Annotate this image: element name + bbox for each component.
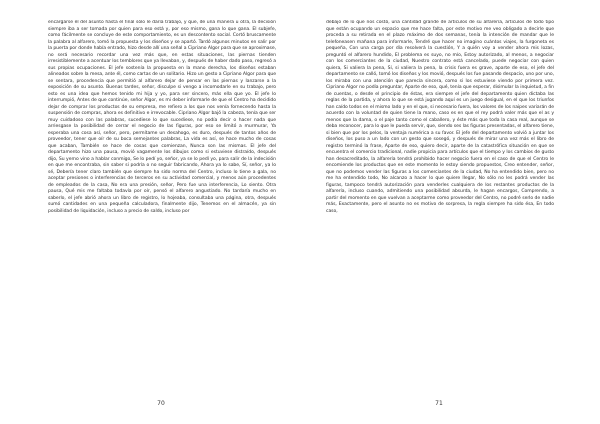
right-page-paragraph: debajo de lo que nos costó, una cantidad grande de artículos de su alfarería, artículos de todo tipo que están ocupando un espacio que me hace falta, por este motivo me veo obligado a decirle que proceda a su retirada en el plazo máximo de dos semanas, tenía la intención de mandar que le telefoneasen mañana para informarle, Tendré que hacer no imagino cuántos viajes, la furgoneta es pequeña, Con una carga por día resolverá la cuestión, Y a quién voy a vender ahora mis lozas, preguntó el alfarero hundido, El problema es suyo, no mío, Estoy autorizado, al menos, a negociar con los comerciantes de la ciudad, Nuestro contrato está cancelado, puede negociar con quien quiera, Si valiera la pena, Sí, si valiera la pena, la crisis fuera es grave, aparte de eso, el jefe del departamento se calló, tomó los diseños y los movió, después los fue pasando despacio, uno por uno, los miraba con una atención que parecía sincera, como si los estuviese viendo por primera vez. Cipriano Algor no podía preguntar, Aparte de eso, qué, tenía que esperar, disimular la inquietud, a fin de cuentas, o desde el principio de éstas, era siempre el jefe del departamento quien dictaba las reglas de la partida, y ahora lo que se está jugando aquí es un juego desigual, en el que los triunfos han caído todos en el mismo lado y en el que, si necesario fuera, los valores de los naipes variarán de acuerdo con la voluntad de quien tiene la mano, caso es en que el rey podrá valer más que el as y menos que la dama, o el paje tanto como el caballero, y éste más que toda la casa real, aunque se deba reconocer, para lo que le pueda servir, que, siendo ses las figuras presentadas, el alfarero tiene, si bien que por los pelos, la ventaja numérica a su favor. El jefe del departamento volvió a juntar los diseños, los puso a un lado con un gesto que sosegó, y después de mirar una vez más el libro de registro terminó la frase, Aparte de eso, quiero decir, aparte de la catastrófica situación en que se encuentra el comercio tradicional, nadie propicia para artículos que el tiempo y los cambios de gusto han desacreditado, la alfarería tendrá prohibido hacer negocio fuera en el caso de que el Centro le encomiende los productos que en este momento le estoy siendo propuestos, Creo entender, señor, que no podemos vender las figuras a los comerciantes de la ciudad, No ha entendido bien, pero no me ha entendido todo, No alcanzo a hacer lo que quiere llegar, No sólo no les podrá vender las figuras, tampoco tendrá autorización para venderles cualquiera de los restantes productos de la alfarería, incluso cuando, admitiendo una posibilidad absurda, le hagan encargos, Comprendo, a partir del momento en que vuelvan a aceptarme como proveedor del Centro, no podré serlo de nadie más, Exactamente, pero el asunto no es motivo de sorpresa, la regla siempre ha sido ésa, En todo caso, bbox=[326, 20, 554, 214]
left-page-text bbox=[48, 20, 276, 392]
right-page-text bbox=[326, 20, 554, 392]
left-page-paragraph: encargarse él del asunto hasta el final sólo le daría trabajo, y que, de una manera u otra, la decisión siempre iba a ser tomada por quien para eso está y, por eso mismo, gana lo que gana. El subjefe, como fácilmente se concluye de este comportamiento, es un descontento social. Cortó bruscamente la palabra al alfarero, tomó la propuesta y los diseños y se apartó. Tardó algunos minutos en salir por la puerta por donde había entrado, hizo desde allí una señal a Cipriano Algor para que se aproximase, no será necesario recordar una vez más que, en estas situaciones, las piernas tienden irresistiblemente a acentuar los temblores que ya llevaban, y, después de haber dado paso, regresó a sus propias ocupaciones. El jefe sostenía la propuesta en la mano derecha, los diseños estaban alineados sobre la mesa, ante él, como cartas de un solitario. Hizo un gesto a Cipriano Algor para que se sentara, procedencia que permitió al alfarero dejar de pensar en las piernas y lanzarse a la exposición de su asunto. Buenas tardes, señor, disculpe si vengo a incomodarle en su trabajo, pero esto es una idea que hemos tenido mi hija y yo, para ser sincero, más ella que yo. El jefe lo interrumpió, Antes de que continúe, señor Algor, es mi deber informarle de que el Centro ha decidido dejar de comprar los productos de su empresa, me refiero a los que nos venía fornecendo hasta la suspensión de compras, ahora es definitivo e irrevocable. Cipriano Algor bajó la cabeza, tenía que ser muy cuidadoso con las palabras, sucediese lo que sucediese, no podía decir o hacer nada que arriesgase la posibilidad de cerrar el negocio de las figuras, por eso se limitó a murmurar, Ya esperaba una cosa así, señor, pero, permítame un desahogo, es duro, después de tantos años de proveedor, tener que oír de su boca semejantes palabras, La vida es así, se hace mucho de cosas que acaban, También se hace de cosas que comienzan, Nunca son las mismas. El jefe del departamento hizo una pausa, movió vagamente los dibujos como si estuviese distraído, después dijo, Su yerno vino a hablar conmigo, Se lo pedí yo, señor, ya se lo pedí yo, para salir de la indecisión en que me encontraba, sin saber si podría o no seguir fabricando, Ahora ya lo sabe, Sí, señor, ya lo sé, Debería tener claro también que siempre ha sido norma del Centro, incluso lo tiene a gala, no aceptar presiones o interferencias de terceros en su actividad comercial, y menos aún procedentes de empleados de la casa, No era una presión, señor, Pero fue una interferencia, Lo siento. Otra pausa, Qué mis me faltaba todavía por oír, pensó el alfarero angustiado. No tardaría mucho en saberlo, el jefe abrió ahora un libro de registro, lo hojeaba, consultaba una página, otra, después sumó cantidades en una pequeña calculadora, finalmente dijo, Tenemos en el almacén, ya sin posibilidad de liquidación, incluso a precio de saldo, incluso por bbox=[48, 20, 276, 214]
right-page bbox=[300, 0, 600, 424]
right-page-number: 71 bbox=[435, 400, 443, 407]
left-page-number: 70 bbox=[157, 400, 165, 407]
